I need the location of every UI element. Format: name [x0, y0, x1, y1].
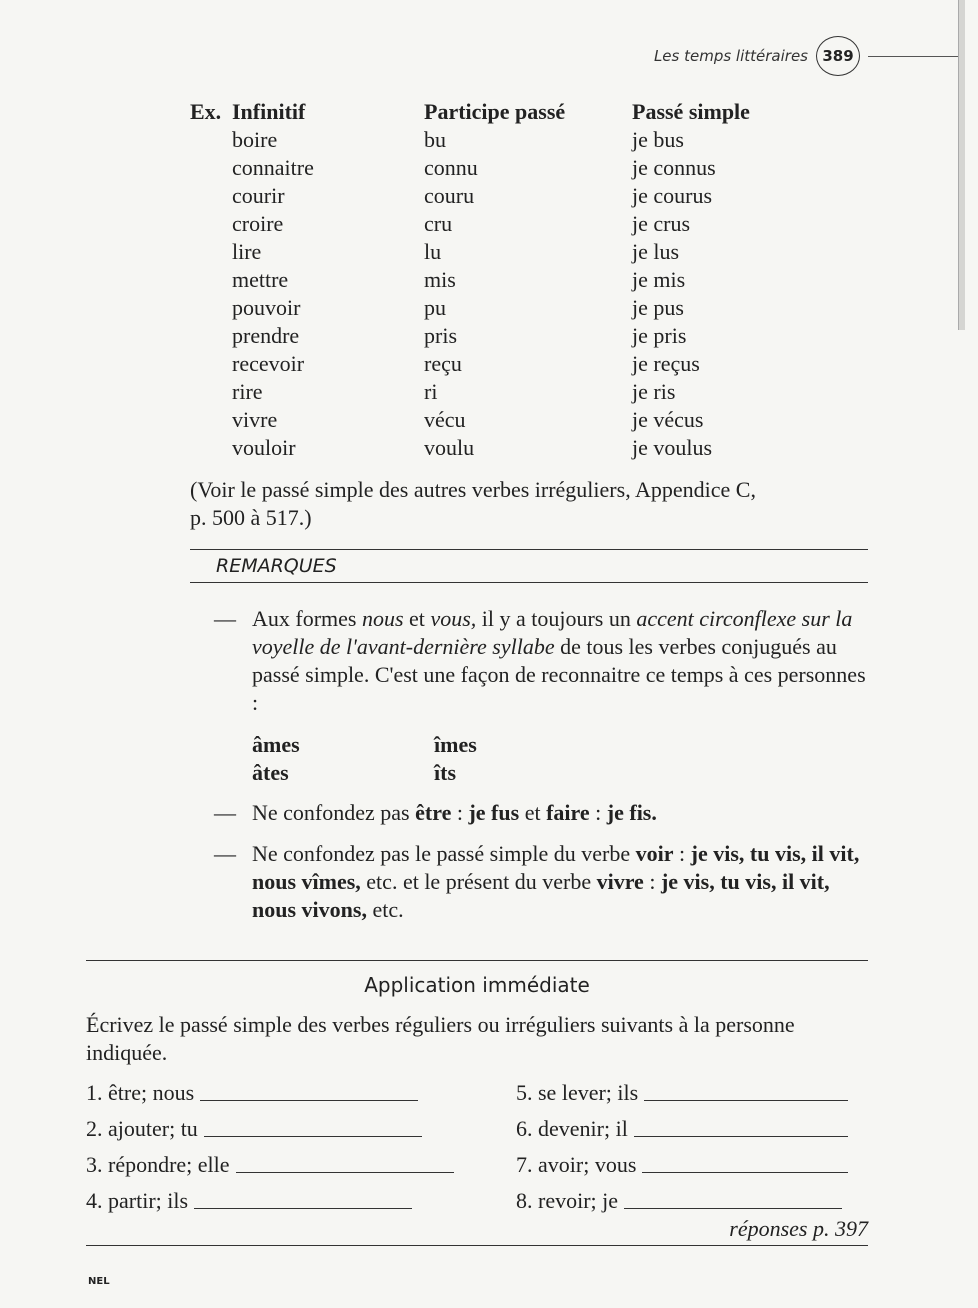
row-spacer — [190, 378, 232, 406]
header-infinitif: Infinitif — [232, 99, 306, 124]
row-spacer — [190, 266, 232, 294]
infinitive: boire — [232, 127, 278, 152]
exercise-item — [516, 1143, 868, 1179]
exercise-label: 1. être; nous — [86, 1080, 195, 1105]
remark-2 — [190, 799, 868, 827]
note-line: (Voir le passé simple des autres verbes irréguliers, Appendice C, — [190, 477, 756, 502]
answer-blank[interactable] — [194, 1188, 412, 1209]
past-participle: vécu — [424, 407, 466, 432]
exercise-label: 8. revoir; je — [516, 1188, 619, 1213]
past-participle: cru — [424, 211, 453, 236]
ending: âmes — [252, 732, 300, 757]
passe-simple: je vécus — [632, 407, 704, 432]
exercise-label: 7. avoir; vous — [516, 1152, 637, 1177]
passe-simple: je reçus — [632, 351, 700, 376]
remark-3 — [190, 840, 868, 924]
ending: âtes — [252, 760, 289, 785]
infinitive: courir — [232, 183, 285, 208]
exercise-list — [86, 1071, 868, 1215]
table-note — [190, 476, 868, 532]
infinitive: croire — [232, 211, 284, 236]
page-spine — [958, 0, 965, 330]
application-title: Application immédiate — [364, 973, 590, 997]
answer-blank[interactable] — [200, 1080, 418, 1101]
ending: îts — [434, 760, 456, 785]
exercise-item — [86, 1143, 516, 1179]
header-passe-simple: Passé simple — [632, 99, 750, 124]
answer-blank[interactable] — [634, 1116, 848, 1137]
infinitive: connaitre — [232, 155, 314, 180]
past-participle: voulu — [424, 435, 475, 460]
verb-section — [190, 98, 868, 924]
answers-reference: réponses p. 397 — [729, 1216, 868, 1241]
past-participle: ri — [424, 379, 438, 404]
exercise-label: 6. devenir; il — [516, 1116, 628, 1141]
exercise-item — [86, 1071, 516, 1107]
exercise-item — [516, 1071, 868, 1107]
exercise-item — [86, 1107, 516, 1143]
answer-blank[interactable] — [644, 1080, 848, 1101]
passe-simple: je pris — [632, 323, 687, 348]
exercise-label: 5. se lever; ils — [516, 1080, 639, 1105]
row-spacer — [190, 210, 232, 238]
dash: — — [214, 800, 236, 825]
exercise-label: 4. partir; ils — [86, 1188, 189, 1213]
answer-blank[interactable] — [236, 1152, 454, 1173]
note-line: p. 500 à 517.) — [190, 505, 312, 530]
passe-simple: je bus — [632, 127, 684, 152]
infinitive: mettre — [232, 267, 289, 292]
infinitive: prendre — [232, 323, 300, 348]
passe-simple: je connus — [632, 155, 716, 180]
page-content — [86, 98, 868, 1287]
infinitive: rire — [232, 379, 263, 404]
passe-simple: je lus — [632, 239, 680, 264]
exercise-label: 2. ajouter; tu — [86, 1116, 198, 1141]
infinitive: vivre — [232, 407, 278, 432]
ending: îmes — [434, 732, 477, 757]
row-spacer — [190, 322, 232, 350]
row-spacer — [190, 406, 232, 434]
divider — [190, 582, 868, 583]
dash: — — [214, 606, 236, 631]
verb-table — [190, 98, 868, 462]
infinitive: pouvoir — [232, 295, 301, 320]
past-participle: pu — [424, 295, 446, 320]
passe-simple: je voulus — [632, 435, 713, 460]
endings-list — [252, 731, 868, 787]
answer-blank[interactable] — [624, 1188, 842, 1209]
past-participle: pris — [424, 323, 457, 348]
passe-simple: je pus — [632, 295, 684, 320]
row-spacer — [190, 294, 232, 322]
dash: — — [214, 841, 236, 866]
infinitive: recevoir — [232, 351, 305, 376]
passe-simple: je crus — [632, 211, 691, 236]
divider — [86, 1245, 868, 1246]
remark-3-text: Ne confondez pas le passé simple du verbe voir : je vis, tu vis, il vit, nous vîmes, etc. et le présent du verbe vivre : je vis, tu vis, il vit, nous vivons, etc. — [252, 841, 860, 922]
page-header — [654, 36, 958, 76]
remark-1 — [190, 605, 868, 717]
past-participle: mis — [424, 267, 456, 292]
infinitive: vouloir — [232, 435, 296, 460]
passe-simple: je ris — [632, 379, 676, 404]
answer-blank[interactable] — [204, 1116, 422, 1137]
remark-1-text: Aux formes nous et vous, il y a toujours un accent circonflexe sur la voyelle de l'avant-dernière syllabe de tous les verbes conjugués au passé simple. C'est une façon de reconnaitre ce temps à ces personnes : — [252, 606, 866, 715]
ex-label: Ex. — [190, 99, 222, 124]
page-number: 389 — [816, 36, 860, 76]
past-participle: connu — [424, 155, 478, 180]
infinitive: lire — [232, 239, 262, 264]
past-participle: lu — [424, 239, 442, 264]
row-spacer — [190, 350, 232, 378]
passe-simple: je courus — [632, 183, 713, 208]
exercise-item — [86, 1179, 516, 1215]
publisher-mark: NEL — [88, 1276, 110, 1287]
passe-simple: je mis — [632, 267, 686, 292]
remark-2-text: Ne confondez pas être : je fus et faire : je fis. — [252, 800, 657, 825]
instructions: Écrivez le passé simple des verbes réguliers ou irréguliers suivants à la personne indiquée. — [86, 1012, 795, 1065]
row-spacer — [190, 126, 232, 154]
past-participle: bu — [424, 127, 446, 152]
row-spacer — [190, 238, 232, 266]
divider — [86, 960, 868, 961]
exercise-item — [516, 1107, 868, 1143]
row-spacer — [190, 154, 232, 182]
answer-blank[interactable] — [642, 1152, 848, 1173]
row-spacer — [190, 182, 232, 210]
header-participe: Participe passé — [424, 99, 566, 124]
header-rule — [868, 56, 958, 57]
row-spacer — [190, 434, 232, 462]
running-title: Les temps littéraires — [653, 47, 808, 65]
remarques-title: REMARQUES — [216, 555, 337, 577]
exercise-item — [516, 1179, 868, 1215]
past-participle: reçu — [424, 351, 462, 376]
past-participle: couru — [424, 183, 475, 208]
exercise-label: 3. répondre; elle — [86, 1152, 230, 1177]
